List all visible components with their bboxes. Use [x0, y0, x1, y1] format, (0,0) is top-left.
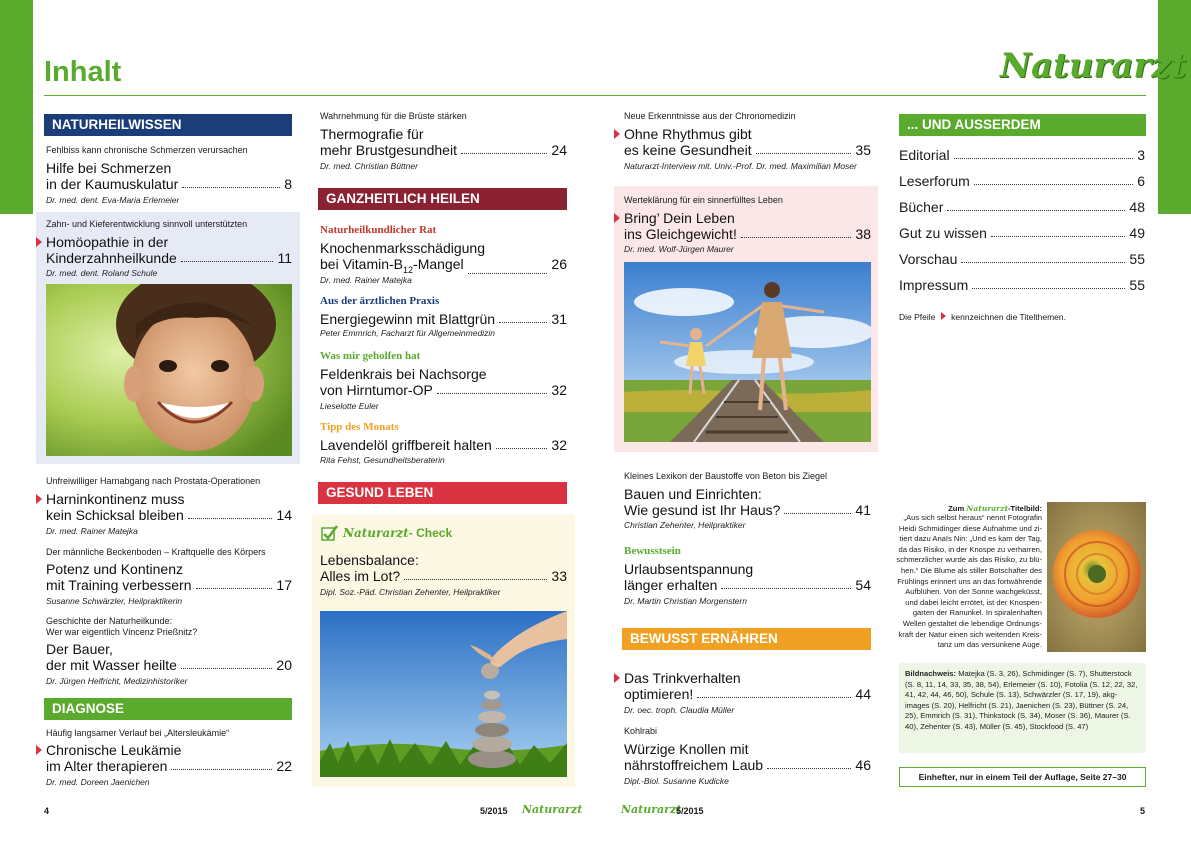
kicker: Werteklärung für ein sinnerfülltes Leben — [624, 195, 783, 205]
article-link[interactable] — [624, 126, 871, 158]
railway-photo — [624, 262, 871, 442]
author: Dr. med. Rainer Matejka — [46, 526, 138, 536]
section-bewusst: BEWUSST ERNÄHREN — [622, 628, 871, 650]
author: Naturarzt-Interview mit. Univ.-Prof. Dr. med. Maximilian Moser — [624, 161, 857, 171]
article-link[interactable] — [320, 240, 567, 278]
page-number: 8 — [284, 176, 292, 192]
article-link[interactable] — [46, 234, 292, 266]
issue-left: 5/2015 — [480, 806, 508, 816]
right-edge-tab — [1158, 0, 1191, 214]
naturarzt-logo: Naturarzt — [1000, 46, 1187, 86]
page-number: 22 — [276, 758, 292, 774]
misc-toc-list — [899, 147, 1145, 303]
article-link[interactable] — [320, 552, 567, 584]
kicker: Zahn- und Kieferentwicklung sinnvoll unterstützten — [46, 219, 248, 229]
title-line: der mit Wasser heilte — [46, 657, 177, 673]
title-line: ins Gleichgewicht! — [624, 226, 737, 242]
kicker: Bewusstsein — [624, 545, 681, 557]
kicker: Wer war eigentlich Vincenz Prießnitz? — [46, 627, 198, 637]
page-number: 32 — [551, 382, 567, 398]
title-line: bei Vitamin-$B_{12}$-Mangel — [320, 256, 464, 275]
header-rule — [44, 95, 1146, 96]
cover-topic-arrow-icon — [614, 129, 620, 139]
page-number-left: 4 — [44, 806, 50, 816]
stones-photo — [320, 611, 567, 777]
photo-credits: Bildnachweis: Matejka (S. 3, 26), Schmidinger (S. 7), Shutterstock (S. 8, 11, 14, 33, 35, 38, 54), Erlemeier (S. 10), Fotolia (S. 12, 22, 32, 41, 42, 44, 46, 50), Schule (S. 13), Schwärzler (S. 17, 19), akg-images (S. 20), Helfricht (S. 21), Jaenichen (S. 23), Büttner (S. 24, 25), Emmrich (S. 31), Thinkstock (S. 34), Moser (S. 36), Maurer (S. 40), Zehenter (S. 43), Müller (S. 45), Stockfood (S. 47) — [899, 663, 1146, 753]
title-line: Ohne Rhythmus gibt — [624, 126, 752, 142]
kicker: Geschichte der Naturheilkunde: — [46, 616, 173, 626]
page-number: 49 — [1129, 225, 1145, 241]
title-line: Hilfe bei Schmerzen — [46, 160, 172, 176]
article-link[interactable] — [46, 742, 292, 774]
toc-item[interactable] — [899, 277, 1145, 293]
toc-label: Bücher — [899, 199, 944, 215]
toc-label: Leserforum — [899, 173, 970, 189]
article-link[interactable] — [624, 741, 871, 773]
toc-item[interactable] — [899, 173, 1145, 189]
page-number: 55 — [1129, 277, 1145, 293]
author: Dr. oec. troph. Claudia Müller — [624, 705, 735, 715]
author: Dr. med. Rainer Matejka — [320, 275, 412, 285]
kicker: Kohlrabi — [624, 726, 658, 736]
title-line: Kinderzahnheilkunde — [46, 250, 177, 266]
toc-item[interactable] — [899, 199, 1145, 215]
page-number: 41 — [855, 502, 871, 518]
page-number: 33 — [551, 568, 567, 584]
title-line: Thermografie für — [320, 126, 424, 142]
section-ganzheitlich: GANZHEITLICH HEILEN — [318, 188, 567, 210]
author: Dr. med. Christian Büttner — [320, 161, 418, 171]
author: Christian Zehenter, Heilpraktiker — [624, 520, 746, 530]
kicker: Naturheilkundlicher Rat — [320, 224, 437, 236]
author: Dr. med. dent. Eva-Maria Erlemeier — [46, 195, 180, 205]
page-number: 35 — [855, 142, 871, 158]
cover-caption: „Aus sich selbst heraus“ nennt Fotografin Heidi Schmidinger diese Aufnahme und zi- tiert dazu Anaïs Nin: „Und es kam der Tag, da das Risiko, in der Knospe zu verharren, schmerzlicher wurde als das Risiko, zu blü- hen.“ Die Blume als stiller Botschafter des Frühlings erinnert uns an das fortwährende Aufblühen. Von der Sonne wachgeküsst, und dabei leicht errötet, ist der Knospen- garten der Ranunkel. In spiralenhaften Wellen gestaltet die lebendige Ordnungs- kraft der Natur einen sich weitenden Kreis- tanz um das versunkene Auge. — [896, 513, 1042, 650]
toc-item[interactable] — [899, 251, 1145, 267]
page-number: 55 — [1129, 251, 1145, 267]
cover-caption-heading: Zum Naturarzt-Titelbild: — [948, 504, 1042, 513]
kicker: Fehlbiss kann chronische Schmerzen verursachen — [46, 145, 248, 155]
title-line: von Hirntumor-OP — [320, 382, 433, 398]
title-line: in der Kaumuskulatur — [46, 176, 179, 192]
kicker: Der männliche Beckenboden – Kraftquelle des Körpers — [46, 547, 266, 557]
arrow-legend: Die Pfeile kennzeichnen die Titelthemen. — [899, 312, 1066, 322]
article-link[interactable] — [46, 491, 292, 523]
article-link[interactable] — [46, 561, 292, 593]
article-link[interactable] — [46, 641, 292, 673]
title-line: im Alter therapieren — [46, 758, 168, 774]
author: Susanne Schwärzler, Heilpraktikerin — [46, 596, 183, 606]
title-line: es keine Gesundheit — [624, 142, 752, 158]
author: Dr. med. Doreen Jaenichen — [46, 777, 150, 787]
toc-item[interactable] — [899, 147, 1145, 163]
title-line: optimieren! — [624, 686, 694, 702]
cover-topic-arrow-icon — [36, 237, 42, 247]
title-line: mit Training verbessern — [46, 577, 192, 593]
insert-note: Einhefter, nur in einem Teil der Auflage, Seite 27–30 — [899, 767, 1146, 787]
cover-topic-arrow-icon — [36, 745, 42, 755]
title-line: Energiegewinn mit Blattgrün — [320, 311, 496, 327]
left-edge-tab — [0, 0, 33, 214]
page-number: 24 — [551, 142, 567, 158]
title-line: Lavendelöl griffbereit halten — [320, 437, 492, 453]
article-link[interactable] — [624, 670, 871, 702]
title-line: Würzige Knollen mit — [624, 741, 749, 757]
page-number: 6 — [1137, 173, 1145, 189]
cover-topic-arrow-icon — [614, 213, 620, 223]
article-link[interactable] — [320, 366, 567, 398]
toc-item[interactable] — [899, 225, 1145, 241]
kicker: Kleines Lexikon der Baustoffe von Beton bis Ziegel — [624, 471, 827, 481]
author: Dr. Jürgen Helfricht, Medizinhistoriker — [46, 676, 188, 686]
article-link[interactable] — [320, 126, 567, 158]
section-ausserdem: ... UND AUSSERDEM — [899, 114, 1146, 136]
page-number: 38 — [855, 226, 871, 242]
page-number: 26 — [551, 256, 567, 272]
toc-label: Editorial — [899, 147, 950, 163]
section-diagnose: DIAGNOSE — [44, 698, 292, 720]
page-number: 46 — [855, 757, 871, 773]
title-line: Chronische Leukämie — [46, 742, 182, 758]
page-number: 54 — [855, 577, 871, 593]
title-line: länger erhalten — [624, 577, 718, 593]
article-link[interactable] — [624, 210, 871, 242]
kicker: Neue Erkenntnisse aus der Chronomedizin — [624, 111, 796, 121]
title-line: Wie gesund ist Ihr Haus? — [624, 502, 781, 518]
page-number: 3 — [1137, 147, 1145, 163]
kicker: Aus der ärztlichen Praxis — [320, 295, 440, 307]
title-line: Bauen und Einrichten: — [624, 486, 762, 502]
page-number: 11 — [277, 250, 292, 266]
author: Dipl. Soz.-Päd. Christian Zehenter, Heilpraktiker — [320, 587, 501, 597]
cover-topic-arrow-icon — [614, 673, 620, 683]
author: Lieselotte Euler — [320, 401, 379, 411]
title-line: Knochenmarksschädigung — [320, 240, 485, 256]
ranunculus-photo — [1047, 502, 1146, 652]
kicker: Häufig langsamer Verlauf bei „Altersleukämie“ — [46, 728, 230, 738]
author: Dipl.-Biol. Susanne Kudicke — [624, 776, 729, 786]
checkmark-icon — [321, 524, 339, 542]
page-number-right: 5 — [1140, 806, 1146, 816]
title-line: Homöopathie in der — [46, 234, 169, 250]
page-title: Inhalt — [44, 56, 122, 88]
page-number: 44 — [855, 686, 871, 702]
section-naturheilwissen: NATURHEILWISSEN — [44, 114, 292, 136]
title-line: Potenz und Kontinenz — [46, 561, 183, 577]
title-line: Der Bauer, — [46, 641, 113, 657]
title-line: Alles im Lot? — [320, 568, 401, 584]
article-link[interactable] — [320, 311, 567, 327]
author: Dr. med. Wolf-Jürgen Maurer — [624, 244, 734, 254]
title-line: Feldenkrais bei Nachsorge — [320, 366, 487, 382]
footer-logo-left: Naturarzt — [522, 803, 583, 816]
article-link[interactable] — [46, 160, 292, 192]
title-line: Urlaubsentspannung — [624, 561, 754, 577]
page-number: 14 — [276, 507, 292, 523]
title-line: Lebensbalance: — [320, 552, 419, 568]
section-gesund-leben: GESUND LEBEN — [318, 482, 567, 504]
toc-label: Vorschau — [899, 251, 958, 267]
author: Peter Emmrich, Facharzt für Allgemeinmedizin — [320, 328, 495, 338]
title-line: Harninkontinenz muss — [46, 491, 185, 507]
toc-label: Gut zu wissen — [899, 225, 987, 241]
article-link[interactable] — [320, 437, 567, 453]
title-line: kein Schicksal bleiben — [46, 507, 184, 523]
cover-topic-arrow-icon — [941, 312, 946, 320]
issue-right: 5/2015 — [676, 806, 704, 816]
author: Dr. med. dent. Roland Schule — [46, 268, 158, 278]
kicker: Wahrnehmung für die Brüste stärken — [320, 111, 467, 121]
footer-logo-right: Naturarzt — [621, 803, 682, 816]
title-line: Das Trinkverhalten — [624, 670, 741, 686]
page-number: 20 — [276, 657, 292, 673]
kicker: Was mir geholfen hat — [320, 350, 421, 362]
page-number: 31 — [551, 311, 567, 327]
page-number: 32 — [551, 437, 567, 453]
title-line: mehr Brustgesundheit — [320, 142, 457, 158]
page-number: 48 — [1129, 199, 1145, 215]
child-photo — [46, 284, 292, 456]
author: Dr. Martin Christian Morgenstern — [624, 596, 747, 606]
article-link[interactable] — [624, 561, 871, 593]
page-number: 17 — [276, 577, 292, 593]
cover-topic-arrow-icon — [36, 494, 42, 504]
article-link[interactable] — [624, 486, 871, 518]
kicker: Unfreiwilliger Harnabgang nach Prostata-Operationen — [46, 476, 261, 486]
toc-label: Impressum — [899, 277, 969, 293]
title-line: nährstoffreichem Laub — [624, 757, 764, 773]
kicker: Tipp des Monats — [320, 421, 399, 433]
check-heading: Naturarzt- Check — [343, 526, 453, 540]
author: Rita Fehst, Gesundheitsberaterin — [320, 455, 445, 465]
title-line: Bring’ Dein Leben — [624, 210, 735, 226]
